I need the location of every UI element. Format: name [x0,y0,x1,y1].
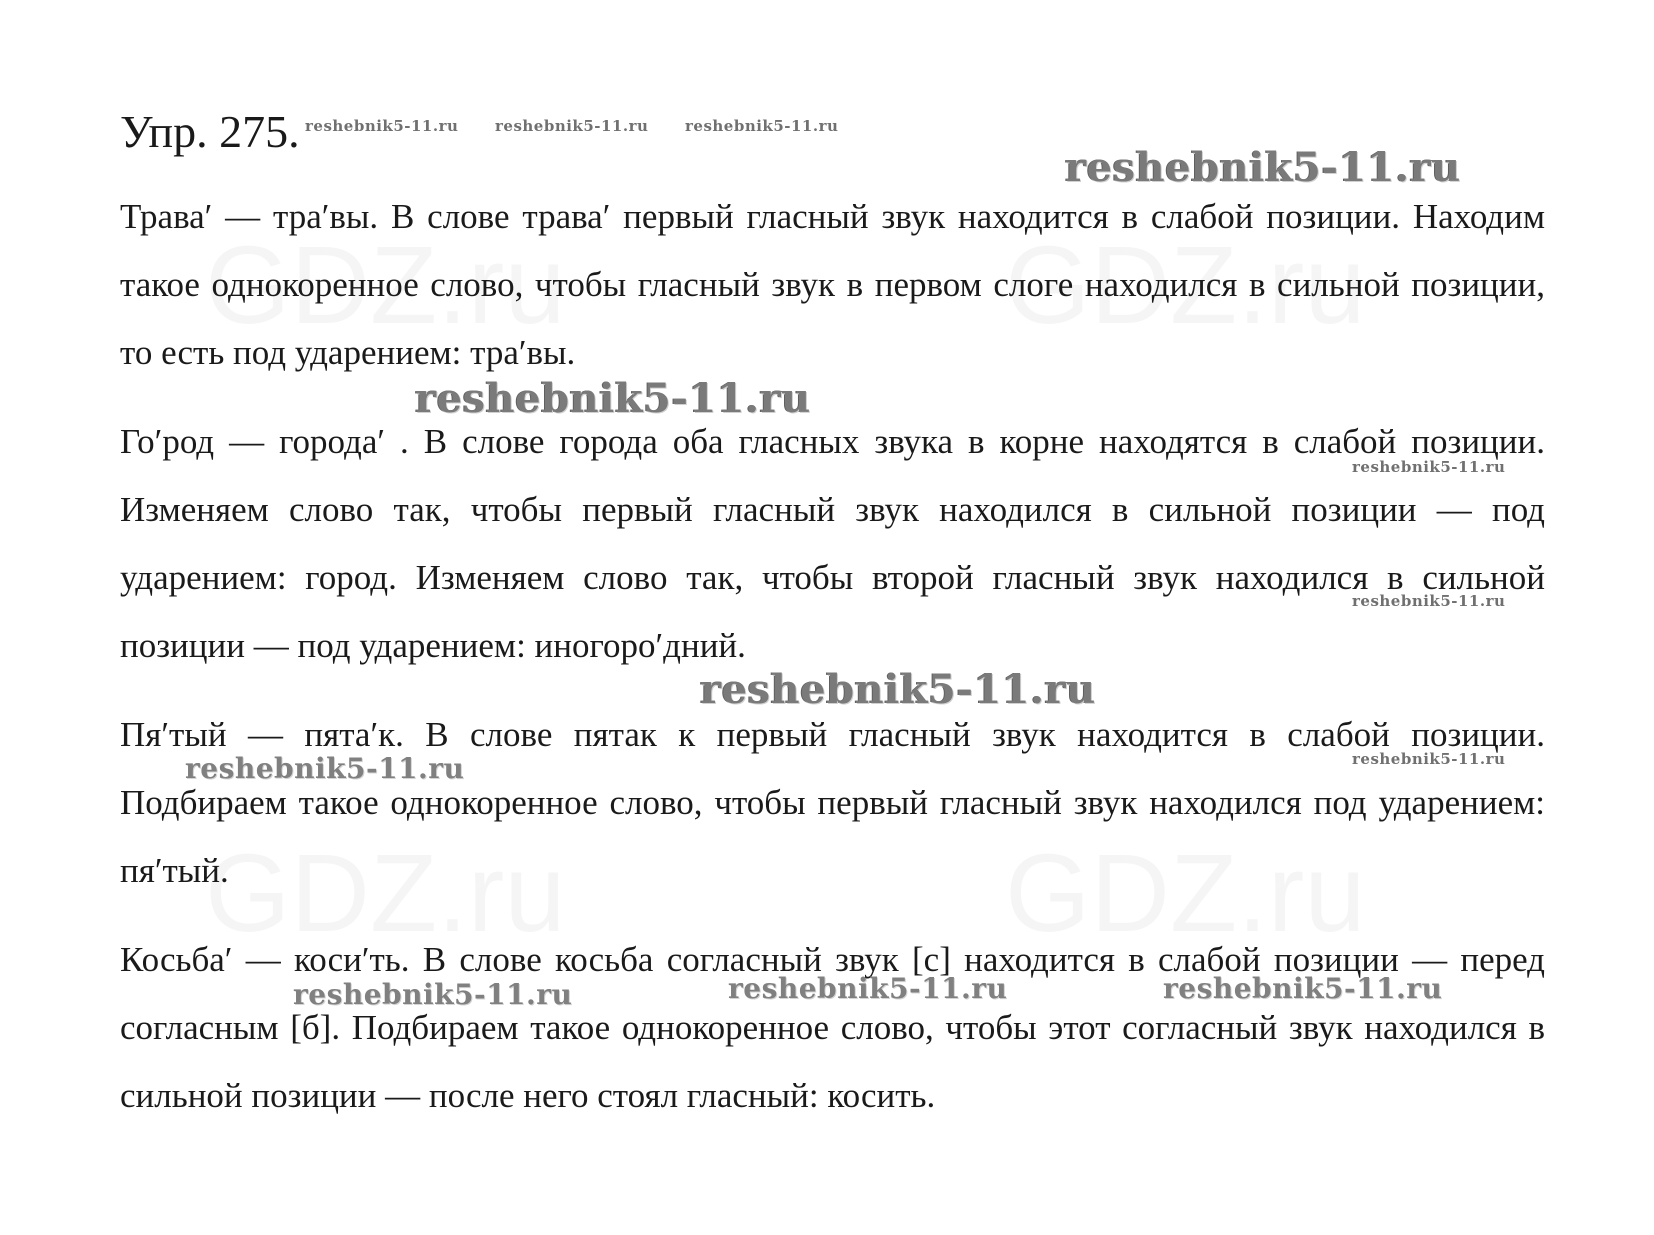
paragraph-trava: Трава′ — тра′вы. В слове трава′ первый гласный звук находится в слабой позиции. Находим такое однокоренное слово, чтобы гласный звук в первом слоге находился в сильной позиции, то есть под ударением: тра′вы. [120,197,1545,372]
exercise-title: Упр. 275. [120,106,300,157]
watermark-text: reshebnik5-11.ru [728,972,1008,1005]
watermark-text: reshebnik5-11.ru [495,117,649,135]
watermark-text: reshebnik5-11.ru [1352,458,1506,476]
watermark-text: reshebnik5-11.ru [1163,972,1443,1005]
watermark-text: reshebnik5-11.ru [700,666,1096,713]
watermark-text: reshebnik5-11.ru [1065,144,1461,191]
paragraph-kosba: Косьба′ — коси′ть. В слове косьба согласный звук [с] находится в слабой позиции — перед согласным [б]. Подбираем такое однокоренное слово, чтобы этот согласный звук находился в сильной позиции — после него стоял гласный: косить. [120,940,1545,1115]
watermark-text: reshebnik5-11.ru [1352,592,1506,610]
watermark-text: reshebnik5-11.ru [305,117,459,135]
watermark-text: reshebnik5-11.ru [685,117,839,135]
watermark-text: reshebnik5-11.ru [185,752,465,785]
watermark-text: reshebnik5-11.ru [1352,750,1506,768]
paragraph-gorod: Го′род — города′ . В слове города оба гласных звука в корне находятся в слабой позиции. Изменяем слово так, чтобы первый гласный звук находился в сильной позиции — под ударением: город. Изменяем слово так, чтобы второй гласный звук находился в сильной позиции — под ударением: иногоро′дний. [120,422,1545,665]
watermark-text: reshebnik5-11.ru [293,978,573,1011]
watermark-text: reshebnik5-11.ru [415,375,811,422]
paragraph-pyatyy: Пя′тый — пята′к. В слове пятак к первый гласный звук находится в слабой позиции. Подбираем такое однокоренное слово, чтобы первый гласный звук находился под ударением: пя′тый. [120,715,1545,890]
